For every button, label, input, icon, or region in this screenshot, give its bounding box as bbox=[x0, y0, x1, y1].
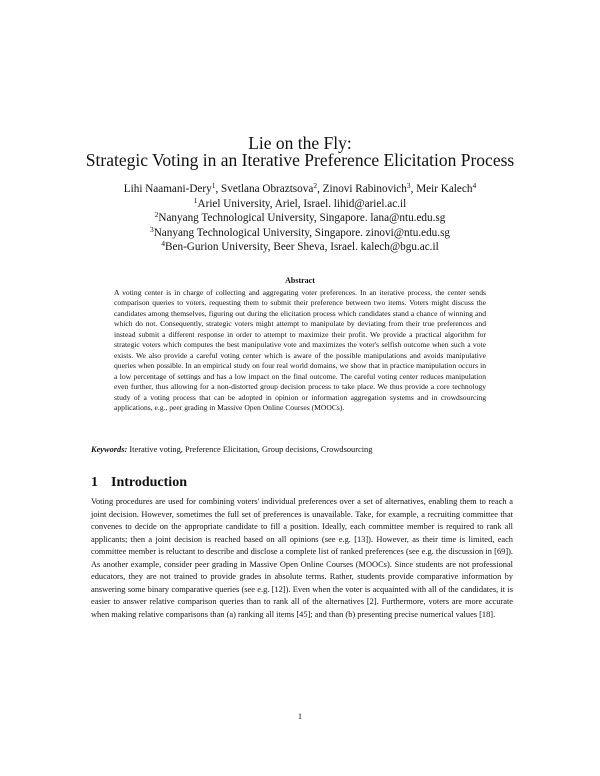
author-name: Svetlana Obraztsova bbox=[221, 183, 314, 195]
keywords-label: Keywords: bbox=[91, 445, 128, 454]
page-number: 1 bbox=[297, 712, 303, 721]
author-block bbox=[40, 182, 560, 255]
affiliation-line: $^3$Nanyang Technological University, Singapore. zinovi@ntu.edu.sg bbox=[149, 224, 451, 239]
section-title: Introduction bbox=[111, 475, 187, 490]
author-name: Meir Kalech bbox=[416, 183, 473, 195]
abstract-heading: Abstract bbox=[285, 276, 315, 285]
affiliation-line: $^2$Nanyang Technological University, Singapore. lana@ntu.edu.sg bbox=[154, 210, 446, 225]
affiliation-line: $^1$Ariel University, Ariel, Israel. lihid@ariel.ac.il bbox=[193, 195, 407, 210]
paper-title-line-2: Strategic Voting in an Iterative Preference Elicitation Process bbox=[85, 150, 515, 170]
author-affiliation-marker: 4 bbox=[472, 181, 477, 190]
affiliation-line: $^4$Ben-Gurion University, Beer Sheva, Israel. kalech@bgu.ac.il bbox=[161, 239, 439, 254]
keywords-line bbox=[91, 444, 521, 455]
introduction-paragraph: Voting procedures are used for combining voters' individual preferences over a set of alternatives, enabling them to reach a joint decision. However, sometimes the full set of preferences is unavailable. Take, for example, a recruiting committee that convenes to decide on the appropriate candidate to fill a position. Ideally, each committee member is required to rank all applicants; then a joint decision is reached based on all opinions (see e.g. [13]). However, as their time is limited, each committee member is reluctant to describe and disclose a complete list of ranked preferences (see e.g. the discussion in [69]). As another example, consider peer grading in Massive Open Online Courses (MOOCs). Since students are not professional educators, they are not trained to provide grades in absolute terms. Rather, students provide comparative information by answering some binary comparative queries (see e.g. [12]). Even when the voter is acquainted with all of the candidates, it is easier to answer relative comparison queries than to rank all of the alternatives [2]. Furthermore, voters are more accurate when making relative comparisons than (a) ranking all items [45]; and than (b) presenting precise numerical values [18]. bbox=[91, 497, 513, 619]
author-name: Lihi Naamani-Dery bbox=[123, 183, 212, 195]
author-affiliation-marker: 3 bbox=[406, 181, 411, 190]
author-list: Lihi Naamani-Dery$^1$, Svetlana Obraztsova$^2$, Zinovi Rabinovich$^3$, Meir Kalech$^4$ bbox=[123, 181, 477, 195]
author-name: Zinovi Rabinovich bbox=[322, 183, 407, 195]
section-number: 1 bbox=[91, 475, 98, 490]
paper-title-line-1: Lie on the Fly: bbox=[248, 133, 352, 153]
abstract-text: A voting center is in charge of collecting and aggregating voter preferences. In an iterative process, the center sends comparison queries to voters, requesting them to submit their preference between two items. Voters might discuss the candidates among themselves, figuring out during the elicitation process which candidates stand a chance of winning and which do not. Consequently, strategic voters might attempt to manipulate by deviating from their true preferences and instead submit a different response in order to attempt to maximize their profit. We provide a practical algorithm for strategic voters which computes the best manipulative vote and maximizes the voter's selfish outcome when such a vote exists. We also provide a careful voting center which is aware of the possible manipulations and avoids manipulative queries when possible. In an empirical study on four real world domains, we show that in practice manipulation occurs in a low percentage of settings and has a low impact on the final outcome. The careful voting center reduces manipulation even further, thus allowing for a non-distorted group decision process to take place. We thus provide a core technology study of a voting process that can be adopted in opinion or information aggregation systems and in crowdsourcing applications, e.g., peer grading in Massive Open Online Courses (MOOCs). bbox=[114, 288, 486, 412]
section-heading bbox=[91, 474, 187, 491]
author-affiliation-marker: 1 bbox=[211, 181, 216, 190]
author-affiliation-marker: 2 bbox=[313, 181, 318, 190]
keywords-text: Iterative voting, Preference Elicitation, Group decisions, Crowdsourcing bbox=[129, 445, 373, 454]
